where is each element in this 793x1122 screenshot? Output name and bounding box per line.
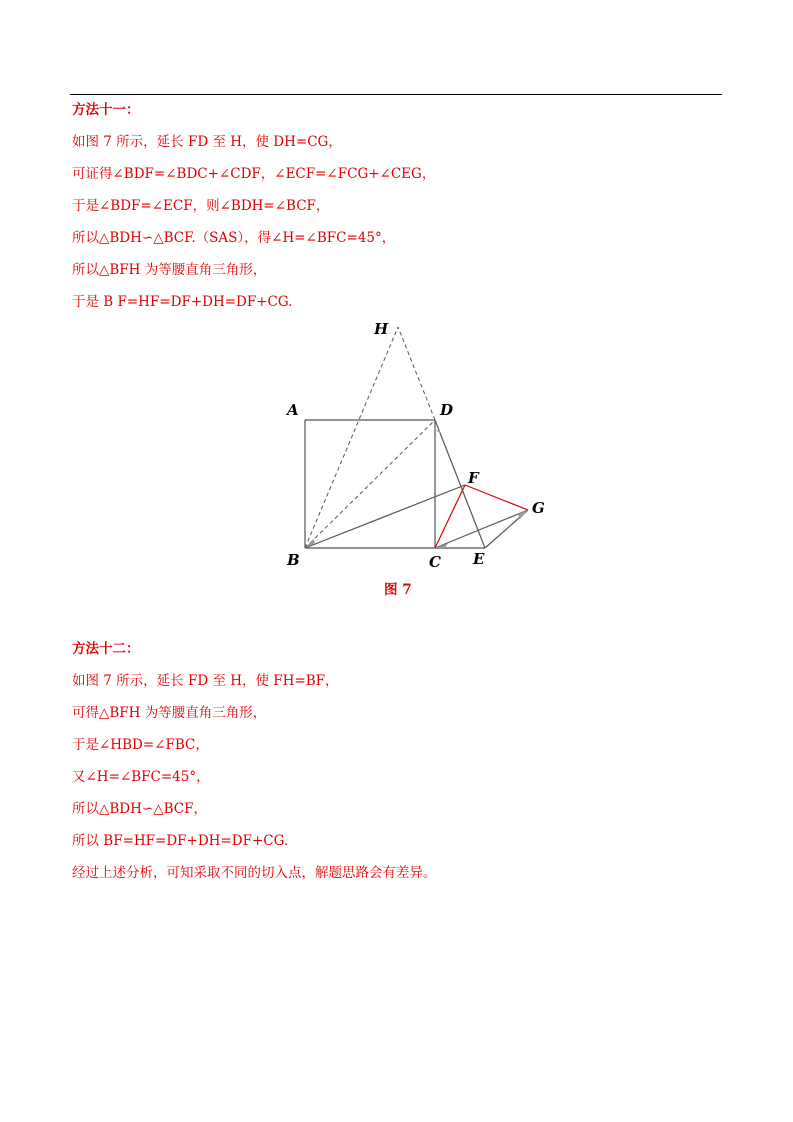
method12-line-6: 所以 BF=HF=DF+DH=DF+CG. [72,833,289,849]
segment-FG [465,485,528,510]
label-G: G [532,499,545,517]
method11-line-1: 如图 7 所示，延长 FD 至 H，使 DH=CG， [72,134,342,150]
method12-line-1: 如图 7 所示，延长 FD 至 H，使 FH=BF， [72,673,339,689]
method12-line-4: 又∠H=∠BFC=45°， [72,769,210,785]
segment-BF [305,485,465,548]
segment-BD [305,420,435,548]
segment-BH [305,327,398,548]
angle-marker-D [435,430,440,433]
header-rule [70,94,722,95]
label-A: A [287,401,299,419]
method12-line-7: 经过上述分析，可知采取不同的切入点，解题思路会有差异。 [72,865,437,881]
label-H: H [374,320,389,338]
segment-CG [435,510,528,548]
geometry-diagram [270,315,570,575]
method12-line-2: 可得△BFH 为等腰直角三角形， [72,705,267,721]
method12-line-3: 于是∠HBD=∠FBC， [72,737,209,753]
geometry-figure [270,315,570,575]
label-E: E [473,550,485,568]
label-D: D [440,401,454,419]
label-C: C [429,553,441,571]
method11-line-2: 可证得∠BDF=∠BDC+∠CDF，∠ECF=∠FCG+∠CEG， [72,166,436,182]
figure-caption: 图 7 [384,582,412,598]
method11-line-6: 于是 B F=HF=DF+DH=DF+CG. [72,294,293,310]
method11-line-3: 于是∠BDF=∠ECF，则∠BDH=∠BCF， [72,198,330,214]
label-F: F [468,469,479,487]
method11-title: 方法十一： [72,102,140,118]
segment-DH [398,327,435,420]
method12-line-5: 所以△BDH∽△BCF， [72,801,207,817]
angle-marker-G [518,510,528,519]
method12-title: 方法十二： [72,641,140,657]
method11-line-4: 所以△BDH∽△BCF.（SAS），得∠H=∠BFC=45°， [72,230,396,246]
method11-line-5: 所以△BFH 为等腰直角三角形， [72,262,267,278]
label-B: B [287,551,300,569]
